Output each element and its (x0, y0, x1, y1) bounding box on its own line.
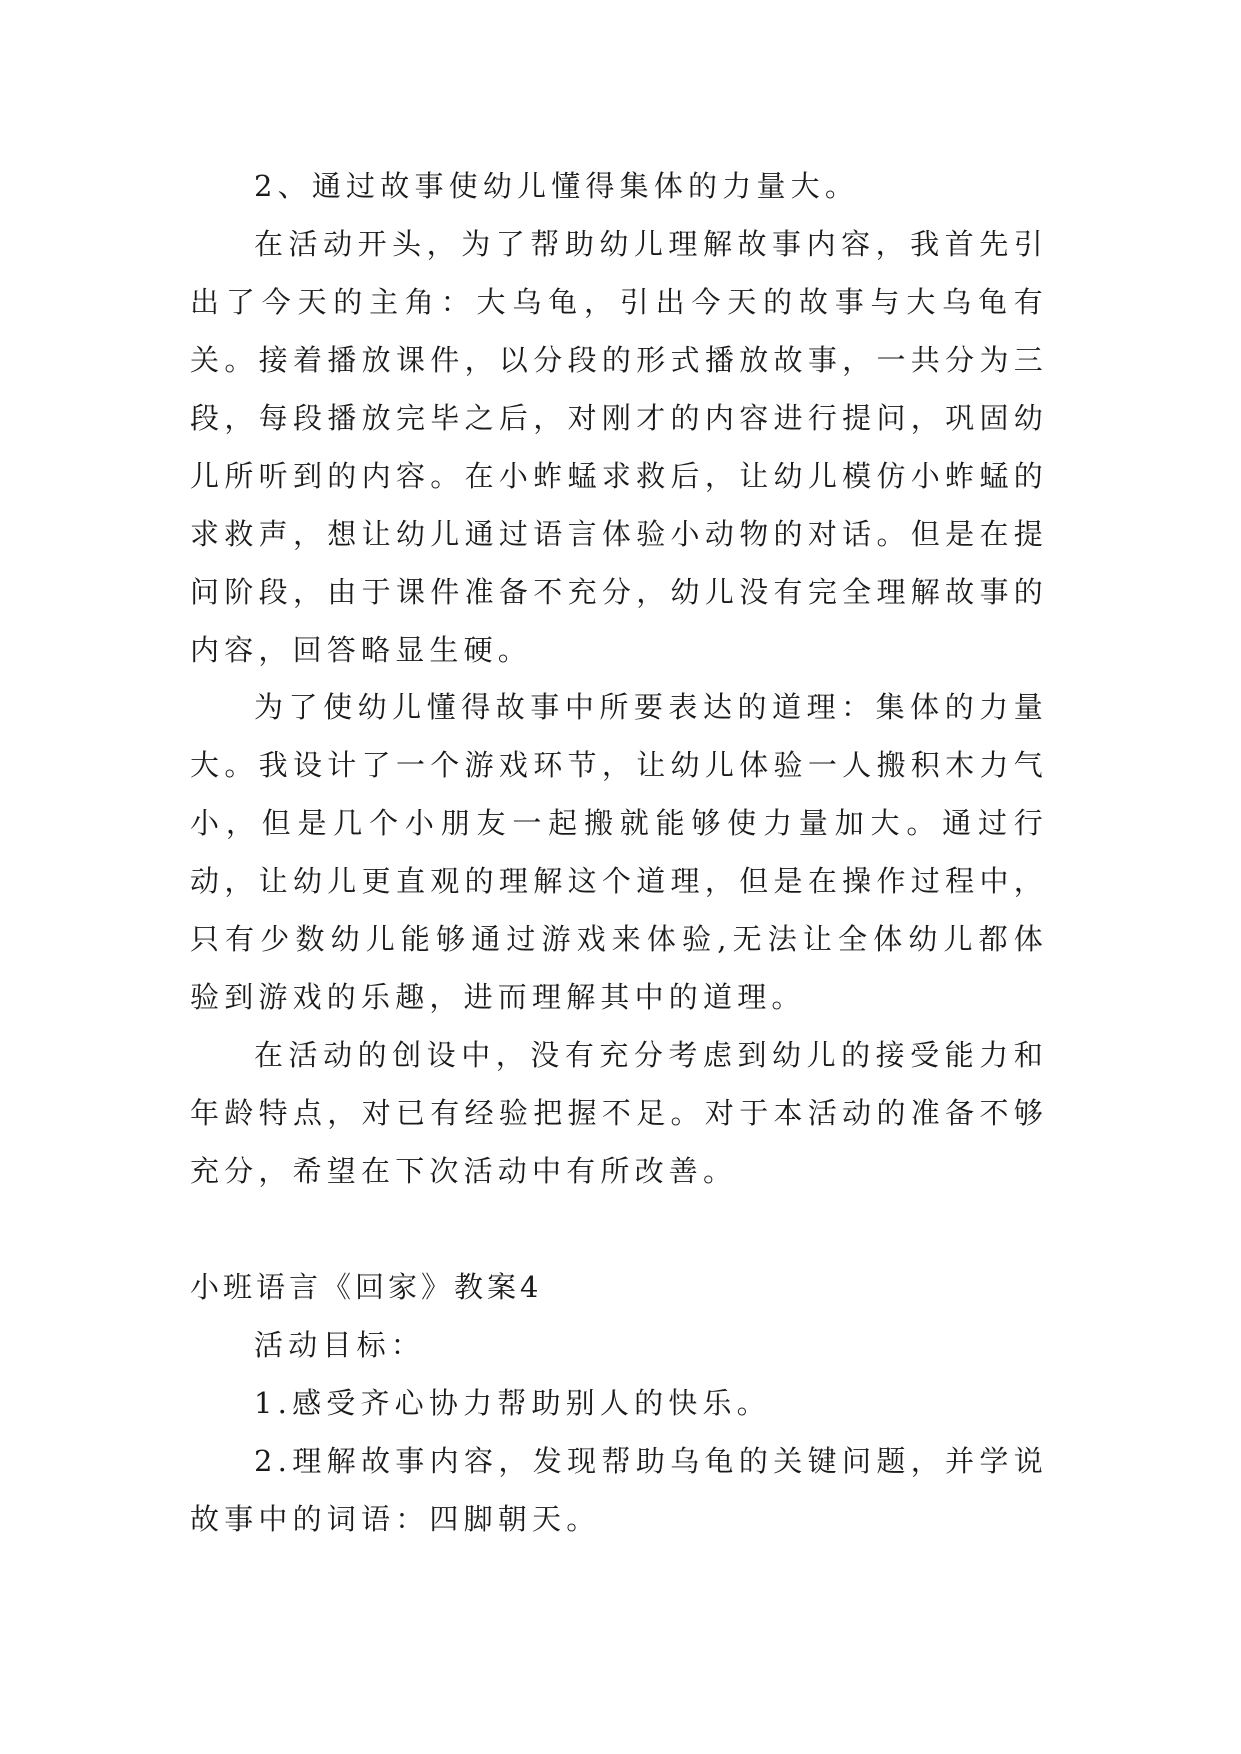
goals-heading: 活动目标： (254, 1328, 426, 1362)
goal-item-2: 2.理解故事内容，发现帮助乌龟的关键问题，并学说故事中的词语：四脚朝天。 (190, 1444, 1048, 1536)
paragraph-reflection-summary: 在活动的创设中，没有充分考虑到幼儿的接受能力和年龄特点，对已有经验把握不足。对于本活动的准备不够充分，希望在下次活动中有所改善。 (190, 1038, 1048, 1188)
paragraph-reflection-game: 为了使幼儿懂得故事中所要表达的道理：集体的力量大。我设计了一个游戏环节，让幼儿体验一人搬积木力气小，但是几个小朋友一起搬就能够使力量加大。通过行动，让幼儿更直观的理解这个道理，但是在操作过程中，只有少数幼儿能够通过游戏来体验,无法让全体幼儿都体验到游戏的乐趣，进而理解其中的道理。 (190, 690, 1048, 1014)
paragraph-goal-2: 2、通过故事使幼儿懂得集体的力量大。 (254, 169, 860, 203)
section-title: 小班语言《回家》教案4 (190, 1270, 543, 1304)
goal-item-1: 1.感受齐心协力帮助别人的快乐。 (254, 1386, 771, 1420)
paragraph-reflection-story: 在活动开头，为了帮助幼儿理解故事内容，我首先引出了今天的主角：大乌龟，引出今天的故事与大乌龟有关。接着播放课件，以分段的形式播放故事，一共分为三段，每段播放完毕之后，对刚才的内容进行提问，巩固幼儿所听到的内容。在小蚱蜢求救后，让幼儿模仿小蚱蜢的求救声，想让幼儿通过语言体验小动物的对话。但是在提问阶段，由于课件准备不充分，幼儿没有完全理解故事的内容，回答略显生硬。 (190, 227, 1048, 667)
